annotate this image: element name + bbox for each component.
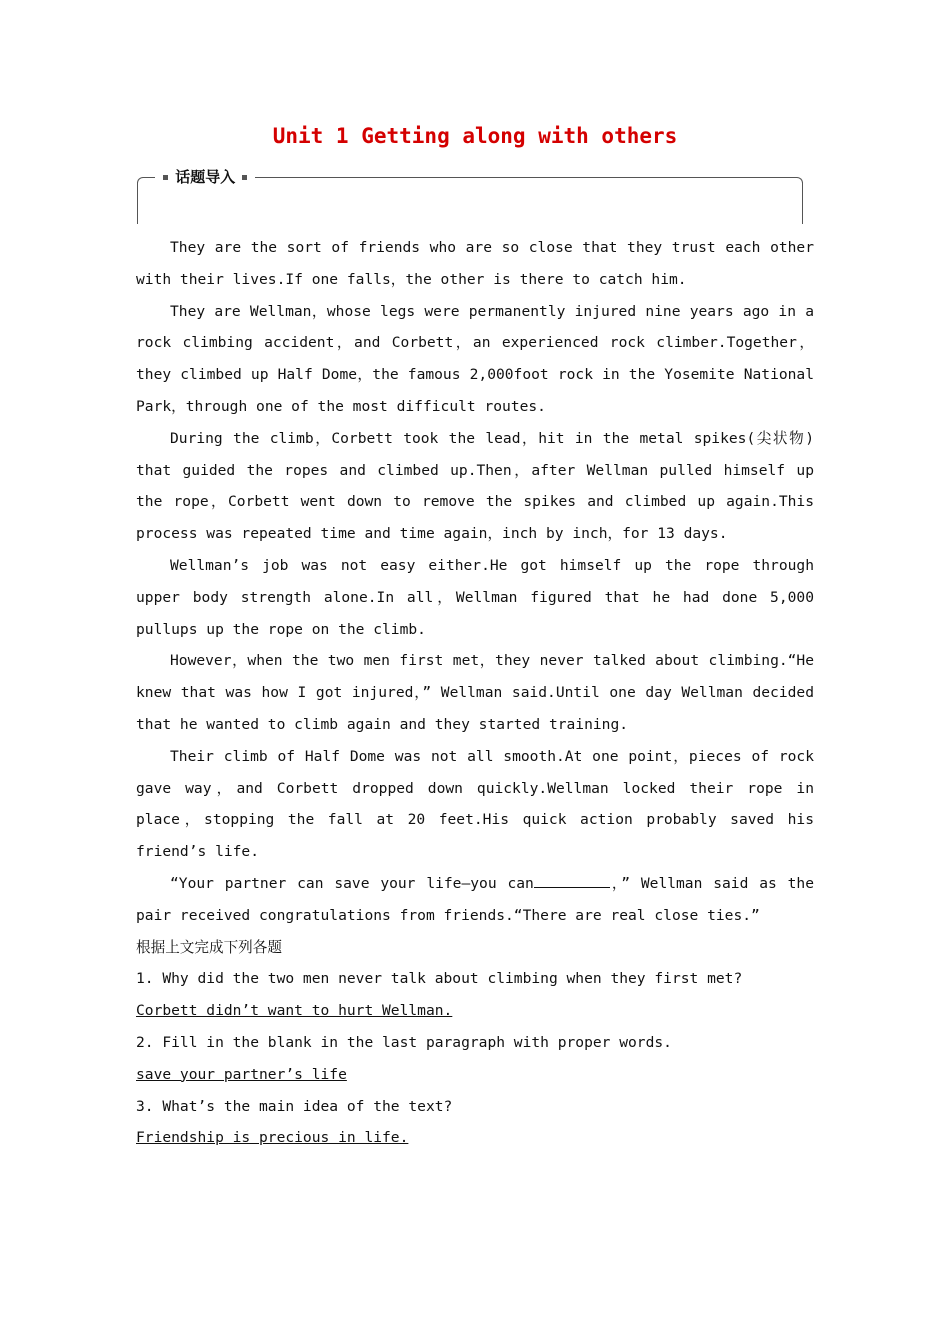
instruction: 根据上文完成下列各题 [136, 938, 282, 956]
fill-blank [534, 873, 610, 888]
question-2: 2. Fill in the blank in the last paragraph with proper words. [136, 1033, 672, 1051]
bullet-left-icon [163, 175, 168, 180]
reading-passage [136, 232, 814, 1154]
paragraph-3: During the climb，Corbett took the lead，hit in the metal spikes(尖状物) that guided the ropes and climbed up.Then，after Wellman pulled himself up the rope，Corbett went down to remove the spikes and climbed up again.This process was repeated time and time again，inch by inch，for 13 days. [136, 429, 814, 543]
answer-1: Corbett didn’t want to hurt Wellman. [136, 1002, 453, 1020]
paragraph-1: They are the sort of friends who are so close that they trust each other with their lives.If one falls，the other is there to catch him. [136, 239, 814, 288]
topic-intro-label [155, 166, 255, 188]
answer-3: Friendship is precious in life. [136, 1129, 409, 1147]
topic-intro-text: 话题导入 [175, 168, 236, 186]
paragraph-2: They are Wellman，whose legs were permanently injured nine years ago in a rock climbing accident，and Corbett，an experienced rock climber.Together，they climbed up Half Dome，the famous 2,000foot rock in the Yosemite National Park，through one of the most difficult routes. [136, 302, 814, 415]
question-3: 3. What’s the main idea of the text? [136, 1097, 453, 1115]
question-1: 1. Why did the two men never talk about climbing when they first met? [136, 970, 743, 988]
paragraph-6: Their climb of Half Dome was not all smooth.At one point，pieces of rock gave way，and Corbett dropped down quickly.Wellman locked their rope in place，stopping the fall at 20 feet.His quick action probably saved his friend’s life. [136, 747, 814, 861]
paragraph-5: However，when the two men first met，they never talked about climbing.“He knew that was how I got injured，” Wellman said.Until one day Wellman decided that he wanted to climb again and they started training. [136, 652, 814, 733]
paragraph-7 [136, 868, 814, 932]
paragraph-7-after-blank: ，” Wellman said as the pair received congratulations from friends.“There are real close ties.” [136, 874, 814, 924]
answer-2: save your partner’s life [136, 1065, 347, 1083]
bullet-right-icon [242, 175, 247, 180]
page-title: Unit 1 Getting along with others [272, 124, 678, 148]
paragraph-7-before-blank: “Your partner can save your life—you can [170, 874, 534, 892]
paragraph-4: Wellman’s job was not easy either.He got himself up the rope through upper body strength alone.In all，Wellman figured that he had done 5,000 pullups up the rope on the climb. [136, 556, 814, 638]
